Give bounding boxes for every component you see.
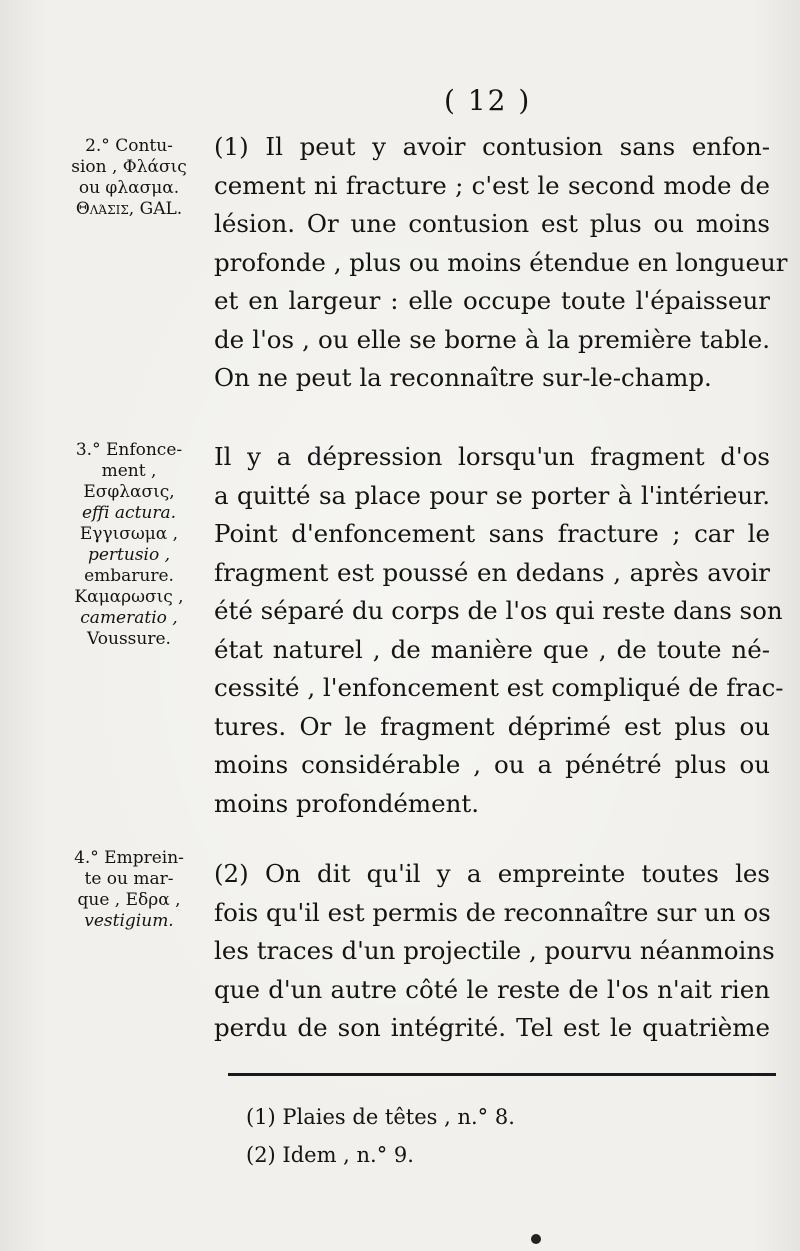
margin-note-line: sion , Φλάσις	[71, 157, 187, 177]
text-line: On ne peut la reconnaître sur-le-champ.	[214, 363, 712, 392]
text-line: état naturel , de manière que , de toute né-	[214, 634, 770, 664]
text-line: les traces d'un projectile , pourvu néanmoins	[214, 936, 775, 965]
text-line: (1) Il peut y avoir contusion sans enfon-	[214, 132, 770, 161]
text-line: a quitté sa place pour se porter à l'intérieur.	[214, 480, 770, 510]
margin-note-line: Εγγισωμα ,	[79, 524, 179, 544]
text-line: moins considérable , ou a pénétré plus ou	[214, 750, 770, 779]
text-line: de l'os , ou elle se borne à la première table.	[214, 324, 770, 354]
margin-note-line: 3.° Enfonce-	[75, 440, 183, 460]
text-line: que d'un autre côté le reste de l'os n'ait rien	[214, 974, 770, 1004]
text-line: profonde , plus ou moins étendue en longueur	[214, 247, 788, 277]
text-line: (2) On dit qu'il y a empreinte toutes les	[214, 859, 770, 888]
margin-note-line: pertusio ,	[87, 545, 171, 565]
margin-note-enfoncement	[44, 440, 214, 650]
text-line: fois qu'il est permis de reconnaître sur un os	[214, 897, 771, 927]
margin-note-line: Εσφλασις,	[83, 482, 175, 502]
margin-note-line: te ou mar-	[84, 869, 174, 889]
margin-note-line: Θλάσις, GAL.	[75, 199, 183, 219]
page-number: ( 12 )	[444, 84, 532, 117]
margin-note-line: Καμαρωσις ,	[74, 587, 184, 607]
ink-spot	[531, 1234, 541, 1244]
margin-note-line: 2.° Contu-	[85, 136, 173, 156]
paragraph-depression	[214, 438, 784, 823]
text-line: été séparé du corps de l'os qui reste dans son	[214, 596, 783, 625]
text-line: tures. Or le fragment déprimé est plus ou	[214, 711, 770, 741]
paragraph-empreinte	[214, 855, 775, 1048]
margin-note-empreinte	[44, 848, 214, 932]
margin-note-contusion	[44, 136, 214, 220]
text-line: cement ni fracture ; c'est le second mode de	[214, 170, 770, 200]
margin-note-line: embarure.	[84, 566, 174, 586]
footnote-1: (1) Plaies de têtes , n.° 8.	[246, 1105, 515, 1129]
margin-note-line: vestigium.	[84, 911, 174, 931]
paragraph-contusion	[214, 128, 788, 398]
text-line: Il y a dépression lorsqu'un fragment d'os	[214, 442, 770, 471]
margin-note-line: cameratio ,	[80, 608, 178, 628]
margin-note-line: que , Εδρα ,	[77, 890, 181, 910]
margin-note-line: ou φλασμα.	[78, 178, 180, 198]
text-line: cessité , l'enfoncement est compliqué de frac-	[214, 673, 784, 702]
text-line: lésion. Or une contusion est plus ou moins	[214, 209, 770, 238]
text-line: Point d'enfoncement sans fracture ; car le	[214, 519, 770, 548]
footnotes	[246, 1098, 515, 1174]
text-line: moins profondément.	[214, 788, 480, 818]
text-line: perdu de son intégrité. Tel est le quatrième	[214, 1013, 770, 1042]
margin-note-line: ment ,	[101, 461, 157, 481]
margin-note-line: Voussure.	[87, 629, 171, 649]
text-line: et en largeur : elle occupe toute l'épaisseur	[214, 286, 770, 315]
footnote-divider	[228, 1073, 776, 1076]
margin-note-line: effi actura.	[81, 503, 177, 523]
footnote-2: (2) Idem , n.° 9.	[246, 1143, 414, 1167]
margin-note-line: 4.° Emprein-	[74, 848, 184, 868]
text-line: fragment est poussé en dedans , après avoir	[214, 557, 770, 587]
